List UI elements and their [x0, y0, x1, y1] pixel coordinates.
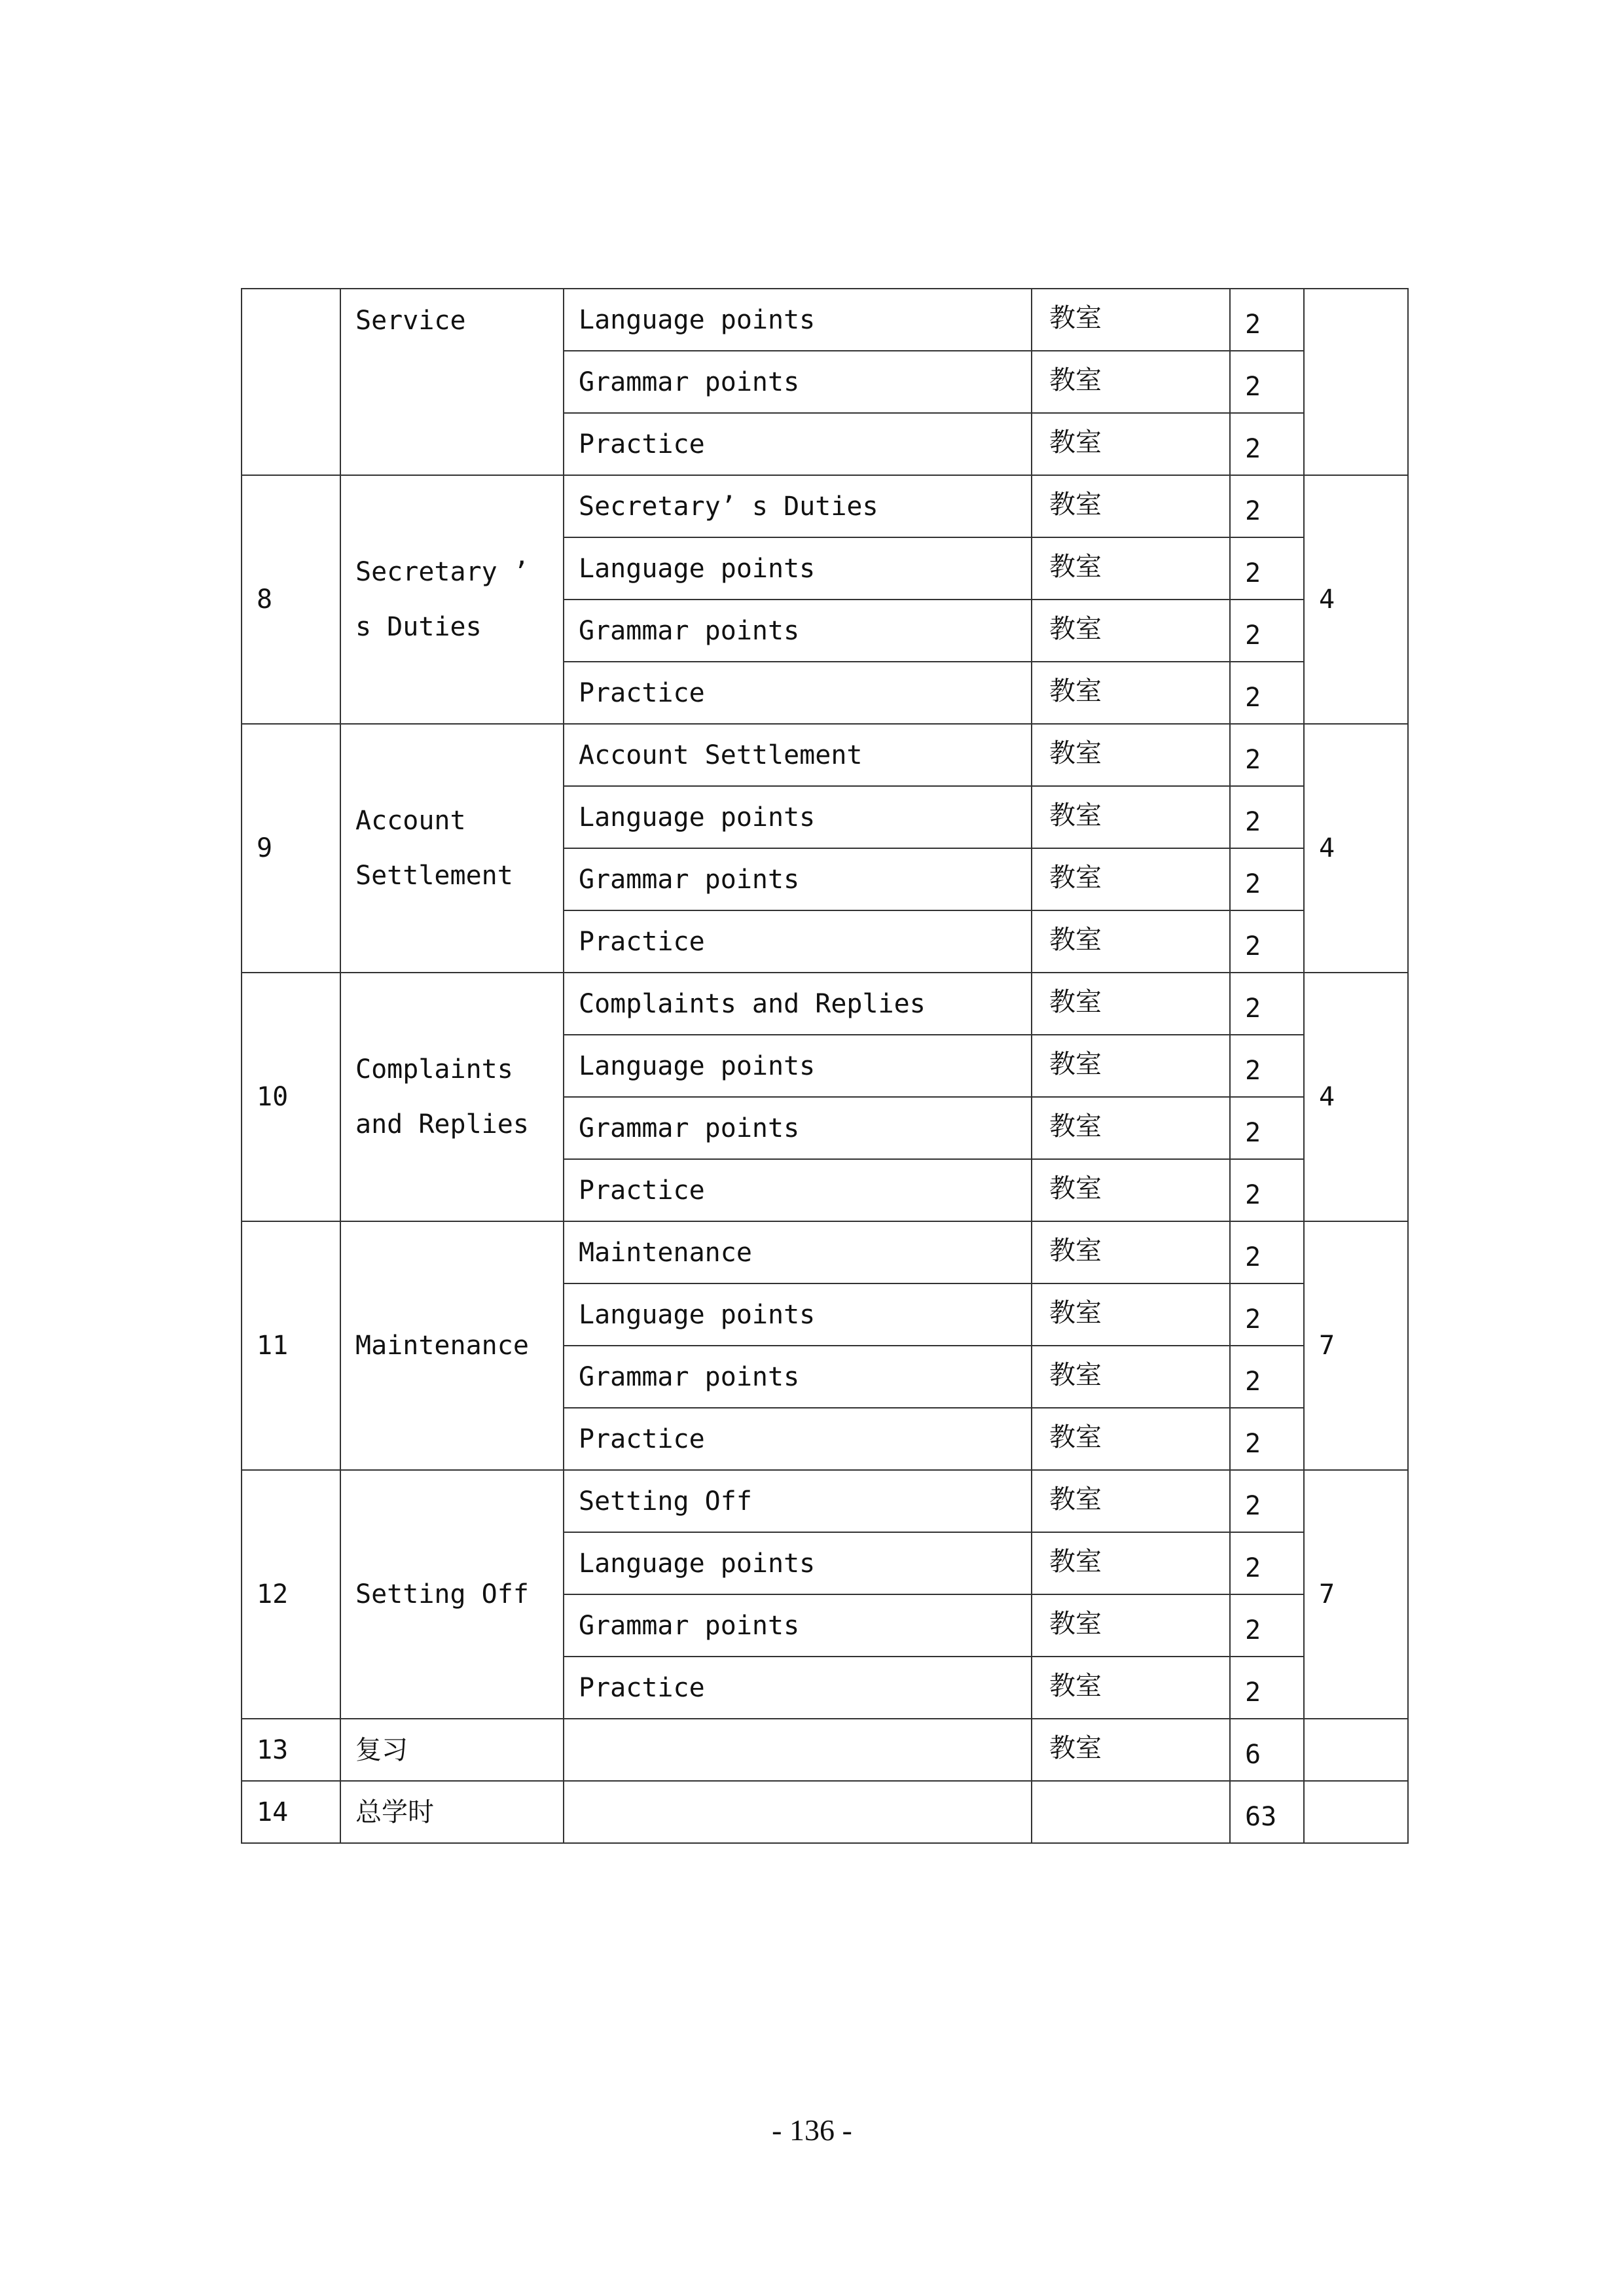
table-row	[242, 289, 1408, 351]
unit-topic-cell: Setting Off	[340, 1470, 564, 1719]
table-row	[242, 1221, 1408, 1283]
unit-total-hours-cell: 7	[1304, 1221, 1408, 1470]
summary-number-cell: 13	[242, 1719, 340, 1781]
lesson-room-cell: 教室	[1032, 786, 1230, 848]
lesson-room-cell: 教室	[1032, 724, 1230, 786]
lesson-room-cell: 教室	[1032, 1657, 1230, 1719]
lesson-hours-cell: 2	[1230, 600, 1304, 662]
lesson-hours-cell: 2	[1230, 1221, 1304, 1283]
lesson-content-cell: Maintenance	[564, 1221, 1032, 1283]
lesson-content-cell: Practice	[564, 1408, 1032, 1470]
course-schedule-table	[241, 288, 1409, 1844]
summary-topic-cell: 总学时	[340, 1781, 564, 1843]
lesson-hours-cell: 2	[1230, 724, 1304, 786]
lesson-content-cell: Complaints and Replies	[564, 973, 1032, 1035]
unit-number-cell: 11	[242, 1221, 340, 1470]
summary-number-cell: 14	[242, 1781, 340, 1843]
lesson-content-cell: Grammar points	[564, 600, 1032, 662]
unit-topic-cell: Secretary ’ s Duties	[340, 475, 564, 724]
lesson-hours-cell: 2	[1230, 1097, 1304, 1159]
lesson-content-cell: Practice	[564, 413, 1032, 475]
lesson-room-cell: 教室	[1032, 600, 1230, 662]
lesson-hours-cell: 2	[1230, 351, 1304, 413]
lesson-hours-cell: 2	[1230, 537, 1304, 600]
unit-total-hours-cell: 4	[1304, 973, 1408, 1221]
summary-room-cell: 教室	[1032, 1719, 1230, 1781]
lesson-room-cell: 教室	[1032, 1097, 1230, 1159]
summary-row	[242, 1781, 1408, 1843]
summary-room-cell	[1032, 1781, 1230, 1843]
lesson-room-cell: 教室	[1032, 413, 1230, 475]
unit-number-cell	[242, 289, 340, 475]
lesson-room-cell: 教室	[1032, 1594, 1230, 1657]
unit-topic-cell: Complaints and Replies	[340, 973, 564, 1221]
summary-content-cell	[564, 1781, 1032, 1843]
lesson-content-cell: Practice	[564, 1159, 1032, 1221]
lesson-hours-cell: 2	[1230, 289, 1304, 351]
lesson-content-cell: Setting Off	[564, 1470, 1032, 1532]
lesson-room-cell: 教室	[1032, 475, 1230, 537]
lesson-content-cell: Language points	[564, 537, 1032, 600]
summary-hours-cell: 6	[1230, 1719, 1304, 1781]
lesson-room-cell: 教室	[1032, 351, 1230, 413]
unit-total-hours-cell: 4	[1304, 475, 1408, 724]
unit-total-hours-cell: 4	[1304, 724, 1408, 973]
summary-hours-cell: 63	[1230, 1781, 1304, 1843]
lesson-hours-cell: 2	[1230, 1035, 1304, 1097]
lesson-content-cell: Practice	[564, 910, 1032, 973]
unit-total-hours-cell: 7	[1304, 1470, 1408, 1719]
unit-number-cell: 10	[242, 973, 340, 1221]
unit-total-hours-cell	[1304, 289, 1408, 475]
lesson-room-cell: 教室	[1032, 1035, 1230, 1097]
lesson-hours-cell: 2	[1230, 848, 1304, 910]
table-body	[242, 289, 1408, 1843]
lesson-content-cell: Secretary’ s Duties	[564, 475, 1032, 537]
lesson-content-cell: Language points	[564, 289, 1032, 351]
summary-topic-cell: 复习	[340, 1719, 564, 1781]
lesson-hours-cell: 2	[1230, 1594, 1304, 1657]
lesson-content-cell: Account Settlement	[564, 724, 1032, 786]
lesson-room-cell: 教室	[1032, 1283, 1230, 1346]
lesson-room-cell: 教室	[1032, 1470, 1230, 1532]
table-row	[242, 973, 1408, 1035]
unit-number-cell: 8	[242, 475, 340, 724]
lesson-room-cell: 教室	[1032, 537, 1230, 600]
unit-topic-cell: Service	[340, 289, 564, 475]
lesson-room-cell: 教室	[1032, 1159, 1230, 1221]
lesson-room-cell: 教室	[1032, 1221, 1230, 1283]
lesson-hours-cell: 2	[1230, 413, 1304, 475]
page-number: - 136 -	[772, 2113, 852, 2147]
lesson-room-cell: 教室	[1032, 848, 1230, 910]
lesson-room-cell: 教室	[1032, 973, 1230, 1035]
lesson-hours-cell: 2	[1230, 1657, 1304, 1719]
lesson-hours-cell: 2	[1230, 786, 1304, 848]
lesson-content-cell: Language points	[564, 786, 1032, 848]
lesson-room-cell: 教室	[1032, 1346, 1230, 1408]
lesson-hours-cell: 2	[1230, 662, 1304, 724]
unit-topic-cell: Maintenance	[340, 1221, 564, 1470]
lesson-content-cell: Practice	[564, 1657, 1032, 1719]
lesson-hours-cell: 2	[1230, 475, 1304, 537]
lesson-hours-cell: 2	[1230, 1470, 1304, 1532]
lesson-content-cell: Language points	[564, 1035, 1032, 1097]
lesson-content-cell: Grammar points	[564, 848, 1032, 910]
lesson-room-cell: 教室	[1032, 1408, 1230, 1470]
summary-total-cell	[1304, 1781, 1408, 1843]
lesson-content-cell: Language points	[564, 1283, 1032, 1346]
table-row	[242, 724, 1408, 786]
lesson-hours-cell: 2	[1230, 910, 1304, 973]
lesson-hours-cell: 2	[1230, 1283, 1304, 1346]
summary-row	[242, 1719, 1408, 1781]
lesson-content-cell: Grammar points	[564, 1097, 1032, 1159]
lesson-content-cell: Grammar points	[564, 1346, 1032, 1408]
lesson-room-cell: 教室	[1032, 662, 1230, 724]
unit-number-cell: 12	[242, 1470, 340, 1719]
lesson-hours-cell: 2	[1230, 1532, 1304, 1594]
lesson-content-cell: Practice	[564, 662, 1032, 724]
unit-topic-cell: Account Settlement	[340, 724, 564, 973]
lesson-room-cell: 教室	[1032, 910, 1230, 973]
table-row	[242, 475, 1408, 537]
lesson-hours-cell: 2	[1230, 1159, 1304, 1221]
summary-total-cell	[1304, 1719, 1408, 1781]
lesson-room-cell: 教室	[1032, 289, 1230, 351]
lesson-hours-cell: 2	[1230, 1346, 1304, 1408]
lesson-content-cell: Grammar points	[564, 1594, 1032, 1657]
lesson-hours-cell: 2	[1230, 973, 1304, 1035]
lesson-room-cell: 教室	[1032, 1532, 1230, 1594]
lesson-hours-cell: 2	[1230, 1408, 1304, 1470]
table-row	[242, 1470, 1408, 1532]
summary-content-cell	[564, 1719, 1032, 1781]
lesson-content-cell: Language points	[564, 1532, 1032, 1594]
lesson-content-cell: Grammar points	[564, 351, 1032, 413]
unit-number-cell: 9	[242, 724, 340, 973]
